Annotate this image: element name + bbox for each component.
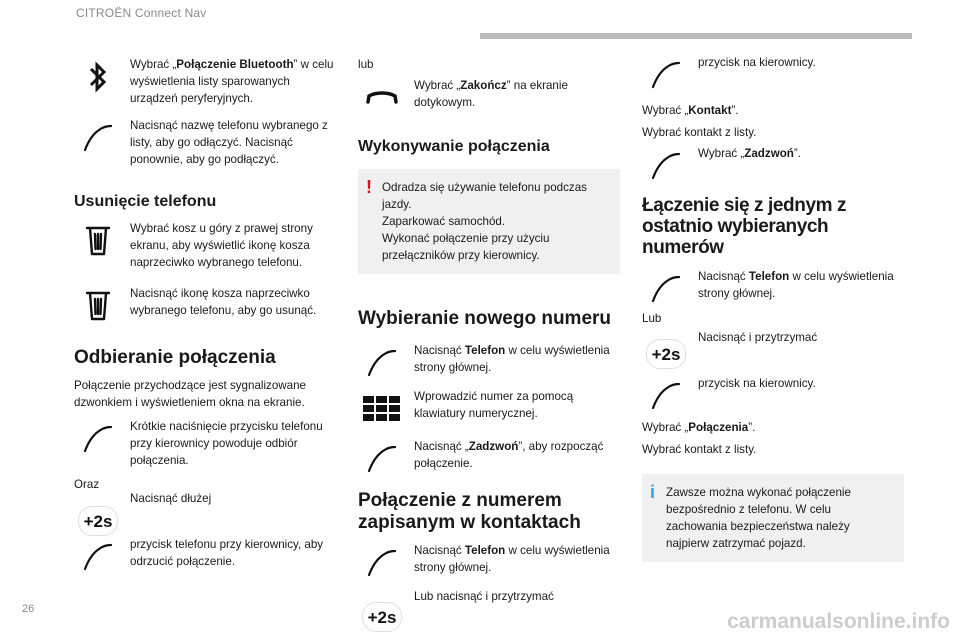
heading-call-contact: Połączenie z numerem zapisanym w kontaktach	[358, 490, 581, 533]
label-lub-2: Lub	[642, 312, 662, 325]
tap-icon	[642, 147, 690, 185]
step-wheel: przycisk na kierownicy.	[642, 54, 904, 94]
column-3	[642, 52, 904, 562]
warning-box: ! Odradza się używanie telefonu podczas jazdy. Zaparkować samochód. Wykonać połączenie przy użyciu przełączników przy kierownicy.	[358, 169, 620, 274]
tap-icon	[74, 538, 122, 576]
press-2s-icon: +2s	[358, 598, 406, 636]
press-2s-icon: +2s	[642, 335, 690, 373]
keypad-icon	[358, 390, 406, 428]
tap-icon	[358, 344, 406, 382]
step-short-press: Krótkie naciśnięcie przycisku telefonu przy kierownicy powoduje odbiór połączenia.	[74, 418, 336, 469]
select-contact: Wybrać „Kontakt”.	[642, 104, 739, 117]
warning-icon: !	[366, 177, 372, 197]
heading-making-call: Wykonywanie połączenia	[358, 138, 550, 155]
end-call-icon	[358, 79, 406, 117]
tap-icon	[358, 440, 406, 478]
step-long-press: +2s Nacisnąć dłużej	[74, 490, 336, 530]
info-box: i Zawsze można wykonać połączenie bezpośrednio z telefonu. W celu zachowania bezpieczeństwa należy najpierw zatrzymać pojazd.	[642, 474, 904, 562]
step-phone-recent: Nacisnąć Telefon w celu wyświetlenia strony głównej.	[642, 268, 904, 308]
step-end-call: Wybrać „Zakończ” na ekranie dotykowym.	[358, 77, 620, 117]
tap-icon	[358, 544, 406, 582]
step-trash-select: Wybrać kosz u góry z prawej strony ekranu, aby wyświetlić ikonę kosza naprzeciwko wybranego telefonu.	[74, 220, 336, 271]
step-phone: Nacisnąć Telefon w celu wyświetlenia strony głównej.	[358, 342, 620, 382]
trash-icon	[74, 287, 122, 325]
tap-icon	[74, 119, 122, 157]
column-2	[358, 52, 620, 628]
step-keypad: Wprowadzić numer za pomocą klawiatury numerycznej.	[358, 388, 620, 428]
step-bluetooth: Wybrać „Połączenie Bluetooth” w celu wyświetlenia listy sparowanych urządzeń peryferyjnych.	[74, 56, 336, 107]
heading-recent-calls: Łączenie się z jednym z ostatnio wybieranych numerów	[642, 195, 847, 258]
receive-intro: Połączenie przychodzące jest sygnalizowane dzwonkiem i wyświetleniem okna na ekranie.	[74, 379, 307, 409]
step-reject: przycisk telefonu przy kierownicy, aby odrzucić połączenie.	[74, 536, 336, 576]
press-2s-icon: +2s	[74, 502, 122, 540]
select-from-list: Wybrać kontakt z listy.	[642, 126, 757, 139]
select-from-list-2: Wybrać kontakt z listy.	[642, 443, 757, 456]
header-bar	[480, 33, 912, 39]
tap-icon	[642, 270, 690, 308]
step-call: Nacisnąć „Zadzwoń”, aby rozpocząć połączenie.	[358, 438, 620, 478]
tap-icon	[642, 56, 690, 94]
step-disconnect: Nacisnąć nazwę telefonu wybranego z listy, aby go odłączyć. Nacisnąć ponownie, aby go podłączyć.	[74, 117, 336, 168]
step-trash-delete: Nacisnąć ikonę kosza naprzeciwko wybranego telefonu, aby go usunąć.	[74, 285, 336, 325]
label-lub: lub	[358, 58, 374, 71]
tap-icon	[642, 377, 690, 415]
heading-dial-new: Wybieranie nowego numeru	[358, 308, 612, 329]
step-hold: +2s Lub nacisnąć i przytrzymać	[358, 588, 620, 628]
label-oraz: Oraz	[74, 478, 100, 491]
step-wheel-recent: przycisk na kierownicy.	[642, 375, 904, 415]
bluetooth-icon	[74, 58, 122, 96]
info-icon: i	[650, 482, 656, 502]
header-title: CITROËN Connect Nav	[76, 6, 207, 20]
trash-icon	[74, 222, 122, 260]
watermark: carmanualsonline.info	[727, 610, 950, 633]
step-phone-contacts: Nacisnąć Telefon w celu wyświetlenia strony głównej.	[358, 542, 620, 582]
tap-icon	[74, 420, 122, 458]
column-1	[74, 52, 336, 576]
select-calls: Wybrać „Połączenia”.	[642, 421, 756, 434]
heading-receive-call: Odbieranie połączenia	[74, 347, 276, 368]
step-hold-recent: +2s Nacisnąć i przytrzymać	[642, 329, 904, 369]
page-number: 26	[22, 603, 35, 615]
step-call-contact: Wybrać „Zadzwoń”.	[642, 145, 904, 185]
heading-delete-phone: Usunięcie telefonu	[74, 193, 217, 210]
